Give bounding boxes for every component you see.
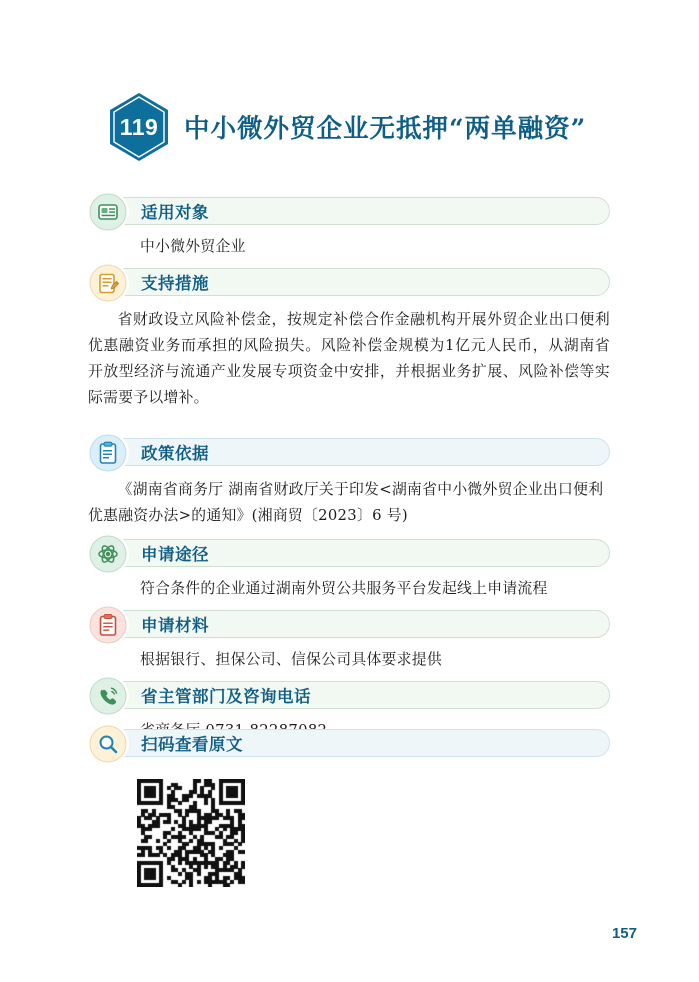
clipboard-icon	[87, 604, 129, 646]
section-policy-basis	[88, 438, 610, 466]
section-bar	[88, 268, 610, 296]
page-number: 157	[611, 925, 637, 942]
section-body-application-channel: 符合条件的企业通过湖南外贸公共服务平台发起线上申请流程	[140, 580, 548, 597]
section-label: 申请材料	[141, 616, 209, 635]
section-bar	[88, 539, 610, 567]
section-label: 适用对象	[141, 203, 209, 222]
section-body-policy-basis: 《湖南省商务厅 湖南省财政厅关于印发<湖南省中小微外贸企业出口便利优惠融资办法>的通知》(湘商贸〔2023〕6 号)	[88, 481, 604, 524]
section-label: 支持措施	[141, 274, 209, 293]
section-application-materials	[88, 610, 610, 638]
section-applicable-target	[88, 197, 610, 225]
section-number: 119	[119, 113, 159, 140]
section-application-channel	[88, 539, 610, 567]
section-scan-original	[88, 729, 610, 757]
section-body-applicable-target: 中小微外贸企业	[140, 238, 246, 255]
section-body-application-materials: 根据银行、担保公司、信保公司具体要求提供	[140, 651, 442, 668]
clipboard-pen-icon	[87, 262, 129, 304]
section-label: 申请途径	[141, 545, 209, 564]
section-bar	[88, 729, 610, 757]
section-label: 政策依据	[141, 444, 209, 463]
section-label: 省主管部门及咨询电话	[141, 687, 311, 706]
section-number-hexagon	[108, 92, 170, 162]
section-bar	[88, 681, 610, 709]
section-bar	[88, 610, 610, 638]
document-card-icon	[87, 191, 129, 233]
section-bar	[88, 197, 610, 225]
atom-icon	[87, 533, 129, 575]
magnifier-icon	[87, 723, 129, 765]
telephone-icon	[87, 675, 129, 717]
section-bar	[88, 438, 610, 466]
section-authority-and-phone	[88, 681, 610, 709]
document-lines-icon	[87, 432, 129, 474]
page-header	[108, 92, 586, 162]
section-label: 扫码查看原文	[141, 735, 243, 754]
qr-code[interactable]	[137, 779, 245, 887]
section-body-support-measures: 省财政设立风险补偿金，按规定补偿合作金融机构开展外贸企业出口便利优惠融资业务而承担的风险损失。风险补偿金规模为1亿元人民币，从湖南省开放型经济与流通产业发展专项资金中安排，并根据业务扩展、风险补偿等实际需要予以增补。	[88, 311, 610, 406]
page-title: 中小微外贸企业无抵押“两单融资”	[184, 114, 587, 144]
section-support-measures	[88, 268, 610, 296]
